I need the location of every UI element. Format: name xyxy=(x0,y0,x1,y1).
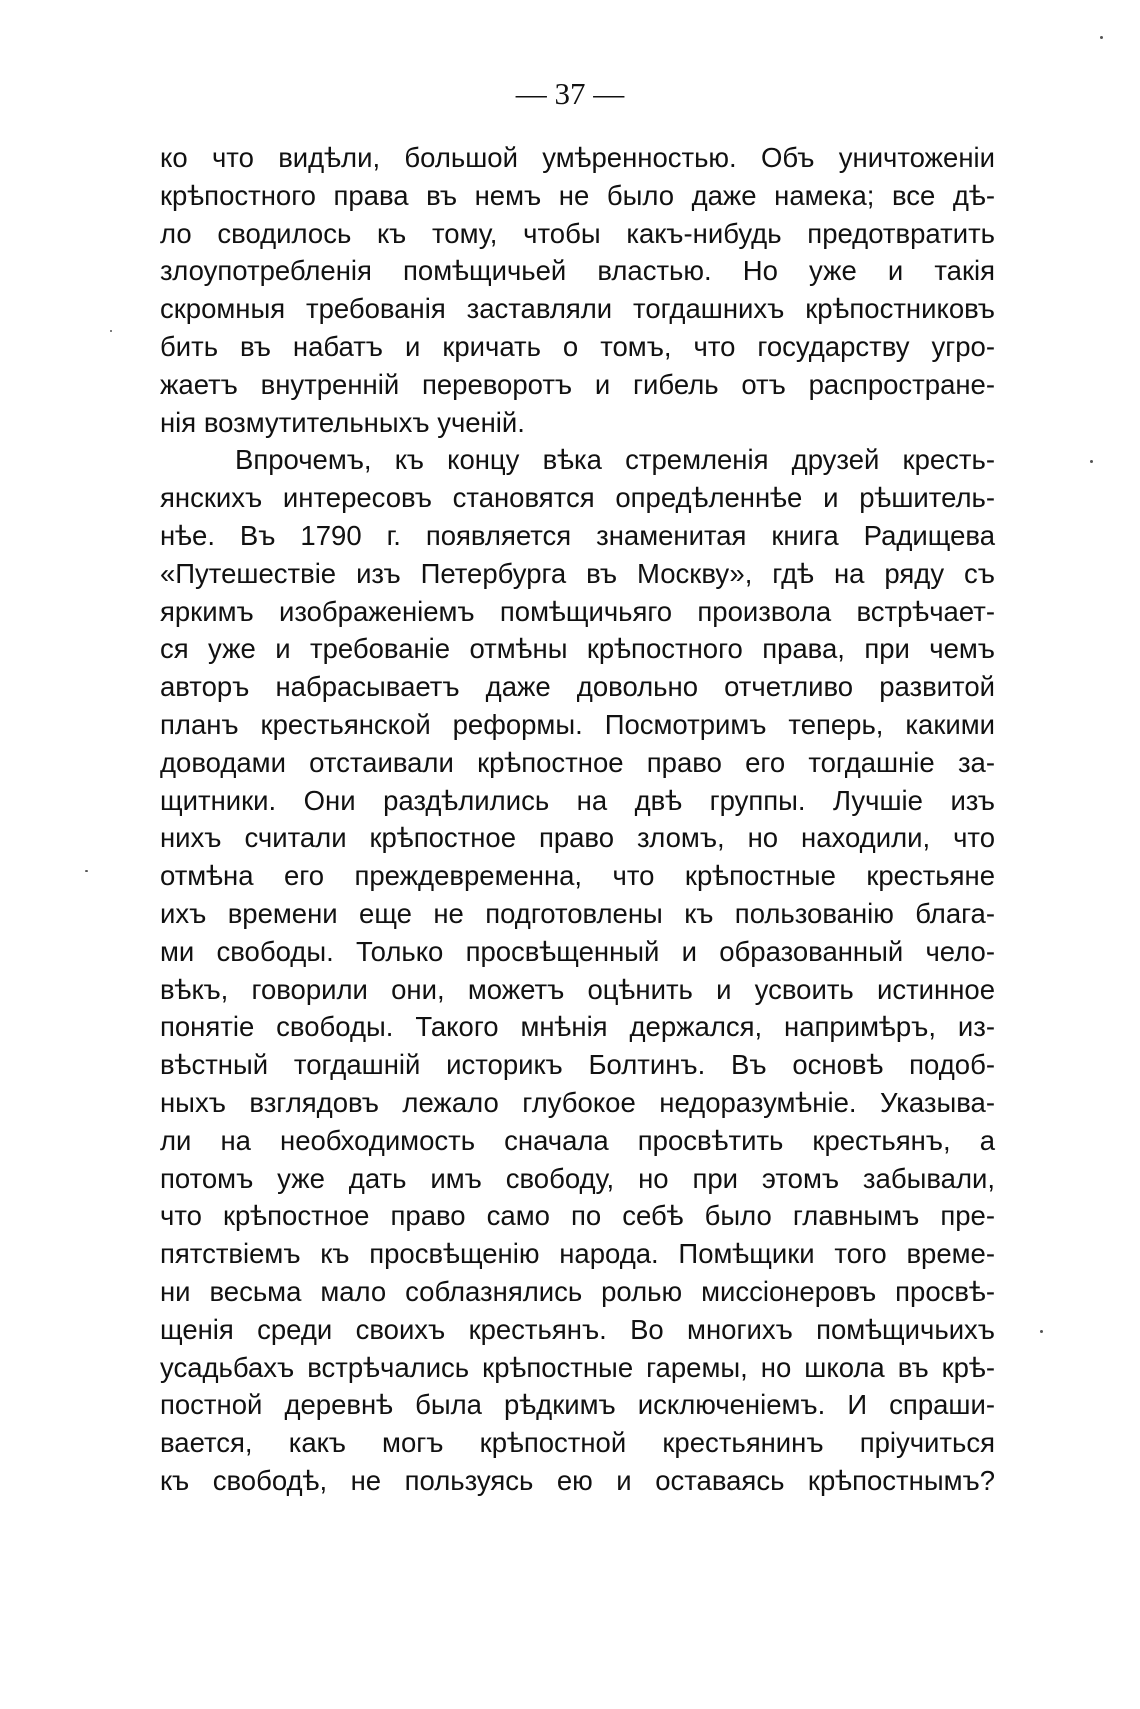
text-line: ко что видѣли, большой умѣренностью. Объ уничтоженіи xyxy=(160,142,995,173)
text-line: «Путешествіе изъ Петербурга въ Москву», гдѣ на ряду съ xyxy=(160,557,995,589)
text-line: жаетъ внутренній переворотъ и гибель отъ распростране- xyxy=(160,368,995,400)
text-line: Впрочемъ, къ концу вѣка стремленія друзей кресть- xyxy=(235,444,995,476)
text-line: что крѣпостное право само по себѣ было главнымъ пре- xyxy=(160,1200,995,1232)
text-line: вается, какъ могъ крѣпостной крестьянинъ пріучиться xyxy=(160,1427,995,1459)
text-line: нія возмутительныхъ ученій. xyxy=(160,406,525,438)
text-line: ми свободы. Только просвѣщенный и образованный чело- xyxy=(160,935,995,967)
scan-speck xyxy=(1100,36,1103,39)
text-line: злоупотребленія помѣщичьей властью. Но уже и такія xyxy=(160,255,995,287)
body-text xyxy=(160,139,995,1500)
text-line: усадьбахъ встрѣчались крѣпостные гаремы, но школа въ крѣ- xyxy=(160,1351,995,1383)
text-line: янскихъ интересовъ становятся опредѣленнѣе и рѣшитель- xyxy=(160,482,995,514)
text-line: вѣстный тогдашній историкъ Болтинъ. Въ основѣ подоб- xyxy=(160,1049,995,1081)
text-line: авторъ набрасываетъ даже довольно отчетливо развитой xyxy=(160,671,995,703)
text-line: ло сводилось къ тому, чтобы какъ-нибудь предотвратить xyxy=(160,217,995,249)
text-line: ся уже и требованіе отмѣны крѣпостного права, при чемъ xyxy=(160,633,995,665)
text-line: отмѣна его преждевременна, что крѣпостные крестьяне xyxy=(160,860,995,892)
text-line: нѣе. Въ 1790 г. появляется знаменитая книга Радищева xyxy=(160,519,995,551)
text-line: ни весьма мало соблазнялись ролью миссіонеровъ просвѣ- xyxy=(160,1275,995,1307)
text-line: бить въ набатъ и кричать о томъ, что государству угро- xyxy=(160,330,995,362)
text-line: яркимъ изображеніемъ помѣщичьяго произвола встрѣчает- xyxy=(160,595,995,627)
text-line: ныхъ взглядовъ лежало глубокое недоразумѣніе. Указыва- xyxy=(160,1086,995,1118)
text-line: щенія среди своихъ крестьянъ. Во многихъ помѣщичьихъ xyxy=(160,1313,995,1345)
paragraph-1 xyxy=(160,139,995,441)
text-line: пятствіемъ къ просвѣщенію народа. Помѣщики того време- xyxy=(160,1238,995,1270)
text-line: крѣпостного права въ немъ не было даже намека; все дѣ- xyxy=(160,179,995,211)
text-line: щитники. Они раздѣлились на двѣ группы. Лучшіе изъ xyxy=(160,784,995,816)
text-line: понятіе свободы. Такого мнѣнія держался, напримѣръ, из- xyxy=(160,1011,995,1043)
scan-speck xyxy=(85,870,88,872)
scan-speck xyxy=(1040,1330,1043,1333)
text-line: къ свободѣ, не пользуясь ею и оставаясь крѣпостнымъ? xyxy=(160,1464,995,1496)
paragraph-2 xyxy=(160,441,995,1499)
text-line: планъ крестьянской реформы. Посмотримъ теперь, какими xyxy=(160,708,995,740)
text-line: ихъ времени еще не подготовлены къ пользованію блага- xyxy=(160,897,995,929)
text-line: доводами отстаивали крѣпостное право его тогдашніе за- xyxy=(160,746,995,778)
scan-speck xyxy=(1090,460,1093,463)
text-line: вѣкъ, говорили они, можетъ оцѣнить и усвоить истинное xyxy=(160,973,995,1005)
page-number: — 37 — xyxy=(515,76,625,111)
scan-speck xyxy=(110,330,112,332)
text-line: нихъ считали крѣпостное право зломъ, но находили, что xyxy=(160,822,995,854)
text-line: потомъ уже дать имъ свободу, но при этомъ забывали, xyxy=(160,1162,995,1194)
text-line: скромныя требованія заставляли тогдашнихъ крѣпостниковъ xyxy=(160,293,995,325)
text-line: постной деревнѣ была рѣдкимъ исключеніемъ. И спраши- xyxy=(160,1389,995,1421)
text-line: ли на необходимость сначала просвѣтить крестьянъ, а xyxy=(160,1124,995,1156)
